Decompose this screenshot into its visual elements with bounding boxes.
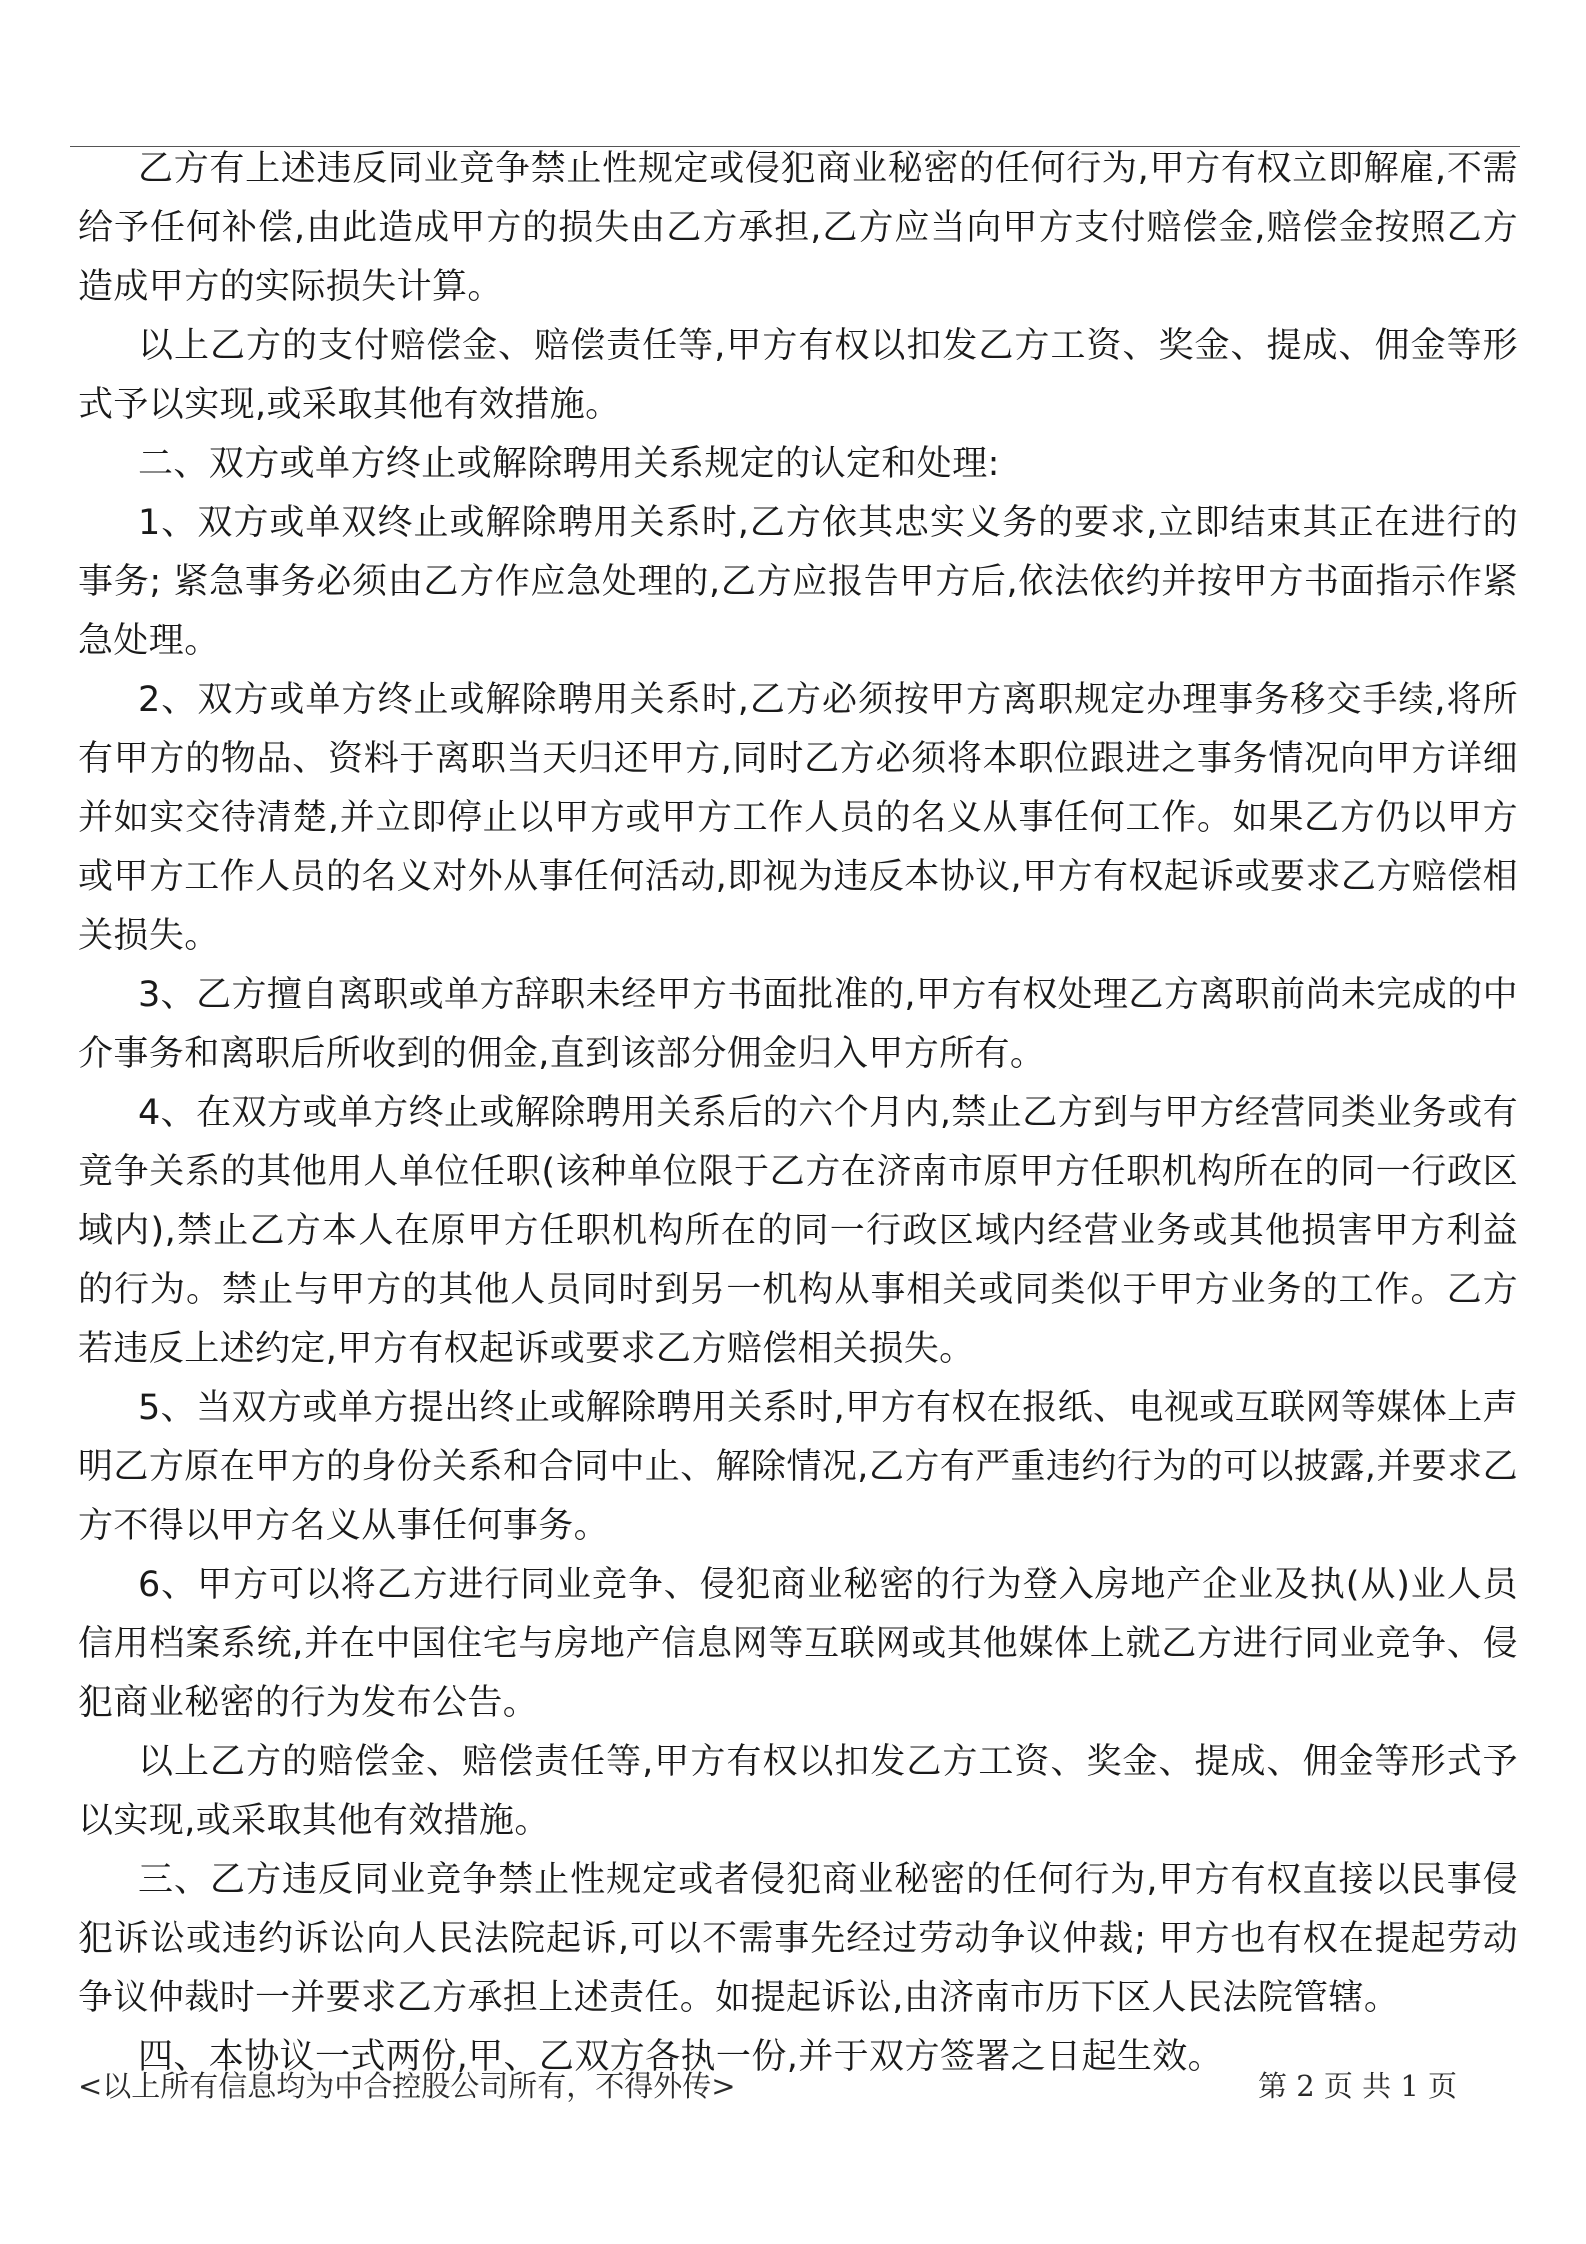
document-body [78,140,1518,2087]
section-heading: 二、双方或单方终止或解除聘用关系规定的认定和处理: [138,444,1000,484]
clause-item: 2、双方或单方终止或解除聘用关系时,乙方必须按甲方离职规定办理事务移交手续,将所有甲方的物品、资料于离职当天归还甲方,同时乙方必须将本职位跟进之事务情况向甲方详细并如实交待清楚,并立即停止以甲方或甲方工作人员的名义从事任何工作。如果乙方仍以甲方或甲方工作人员的名义对外从事任何活动,即视为违反本协议,甲方有权起诉或要求乙方赔偿相关损失。 [78,680,1518,956]
paragraph: 以上乙方的赔偿金、赔偿责任等,甲方有权以扣发乙方工资、奖金、提成、佣金等形式予以实现,或采取其他有效措施。 [78,1742,1518,1841]
footer-confidentiality-notice: <以上所有信息均为中合控股公司所有，不得外传> [78,2069,736,2103]
clause-item: 6、甲方可以将乙方进行同业竞争、侵犯商业秘密的行为登入房地产企业及执(从)业人员信用档案系统,并在中国住宅与房地产信息网等互联网或其他媒体上就乙方进行同业竞争、侵犯商业秘密的行为发布公告。 [78,1565,1518,1723]
paragraph: 乙方有上述违反同业竞争禁止性规定或侵犯商业秘密的任何行为,甲方有权立即解雇,不需给予任何补偿,由此造成甲方的损失由乙方承担,乙方应当向甲方支付赔偿金,赔偿金按照乙方造成甲方的实际损失计算。 [78,149,1518,307]
clause-item: 3、乙方擅自离职或单方辞职未经甲方书面批准的,甲方有权处理乙方离职前尚未完成的中介事务和离职后所收到的佣金,直到该部分佣金归入甲方所有。 [78,975,1518,1074]
section-heading: 四、本协议一式两份,甲、乙双方各执一份,并于双方签署之日起生效。 [138,2037,1224,2077]
paragraph: 以上乙方的支付赔偿金、赔偿责任等,甲方有权以扣发乙方工资、奖金、提成、佣金等形式予以实现,或采取其他有效措施。 [78,326,1518,425]
clause-item: 5、当双方或单方提出终止或解除聘用关系时,甲方有权在报纸、电视或互联网等媒体上声明乙方原在甲方的身份关系和合同中止、解除情况,乙方有严重违约行为的可以披露,并要求乙方不得以甲方名义从事任何事务。 [78,1388,1518,1546]
clause-item: 4、在双方或单方终止或解除聘用关系后的六个月内,禁止乙方到与甲方经营同类业务或有竟争关系的其他用人单位任职(该种单位限于乙方在济南市原甲方任职机构所在的同一行政区域内),禁止乙方本人在原甲方任职机构所在的同一行政区域内经营业务或其他损害甲方利益的行为。禁止与甲方的其他人员同时到另一机构从事相关或同类似于甲方业务的工作。乙方若违反上述约定,甲方有权起诉或要求乙方赔偿相关损失。 [78,1093,1518,1369]
footer-page-number: 第 2 页 共 1 页 [1258,2069,1457,2103]
clause-item: 1、双方或单双终止或解除聘用关系时,乙方依其忠实义务的要求,立即结束其正在进行的事务; 紧急事务必须由乙方作应急处理的,乙方应报告甲方后,依法依约并按甲方书面指示作紧急处理。 [78,503,1518,661]
section-heading: 三、乙方违反同业竞争禁止性规定或者侵犯商业秘密的任何行为,甲方有权直接以民事侵犯诉讼或违约诉讼向人民法院起诉,可以不需事先经过劳动争议仲裁; 甲方也有权在提起劳动争议仲裁时一并要求乙方承担上述责任。如提起诉讼,由济南市历下区人民法院管辖。 [78,1860,1518,2018]
